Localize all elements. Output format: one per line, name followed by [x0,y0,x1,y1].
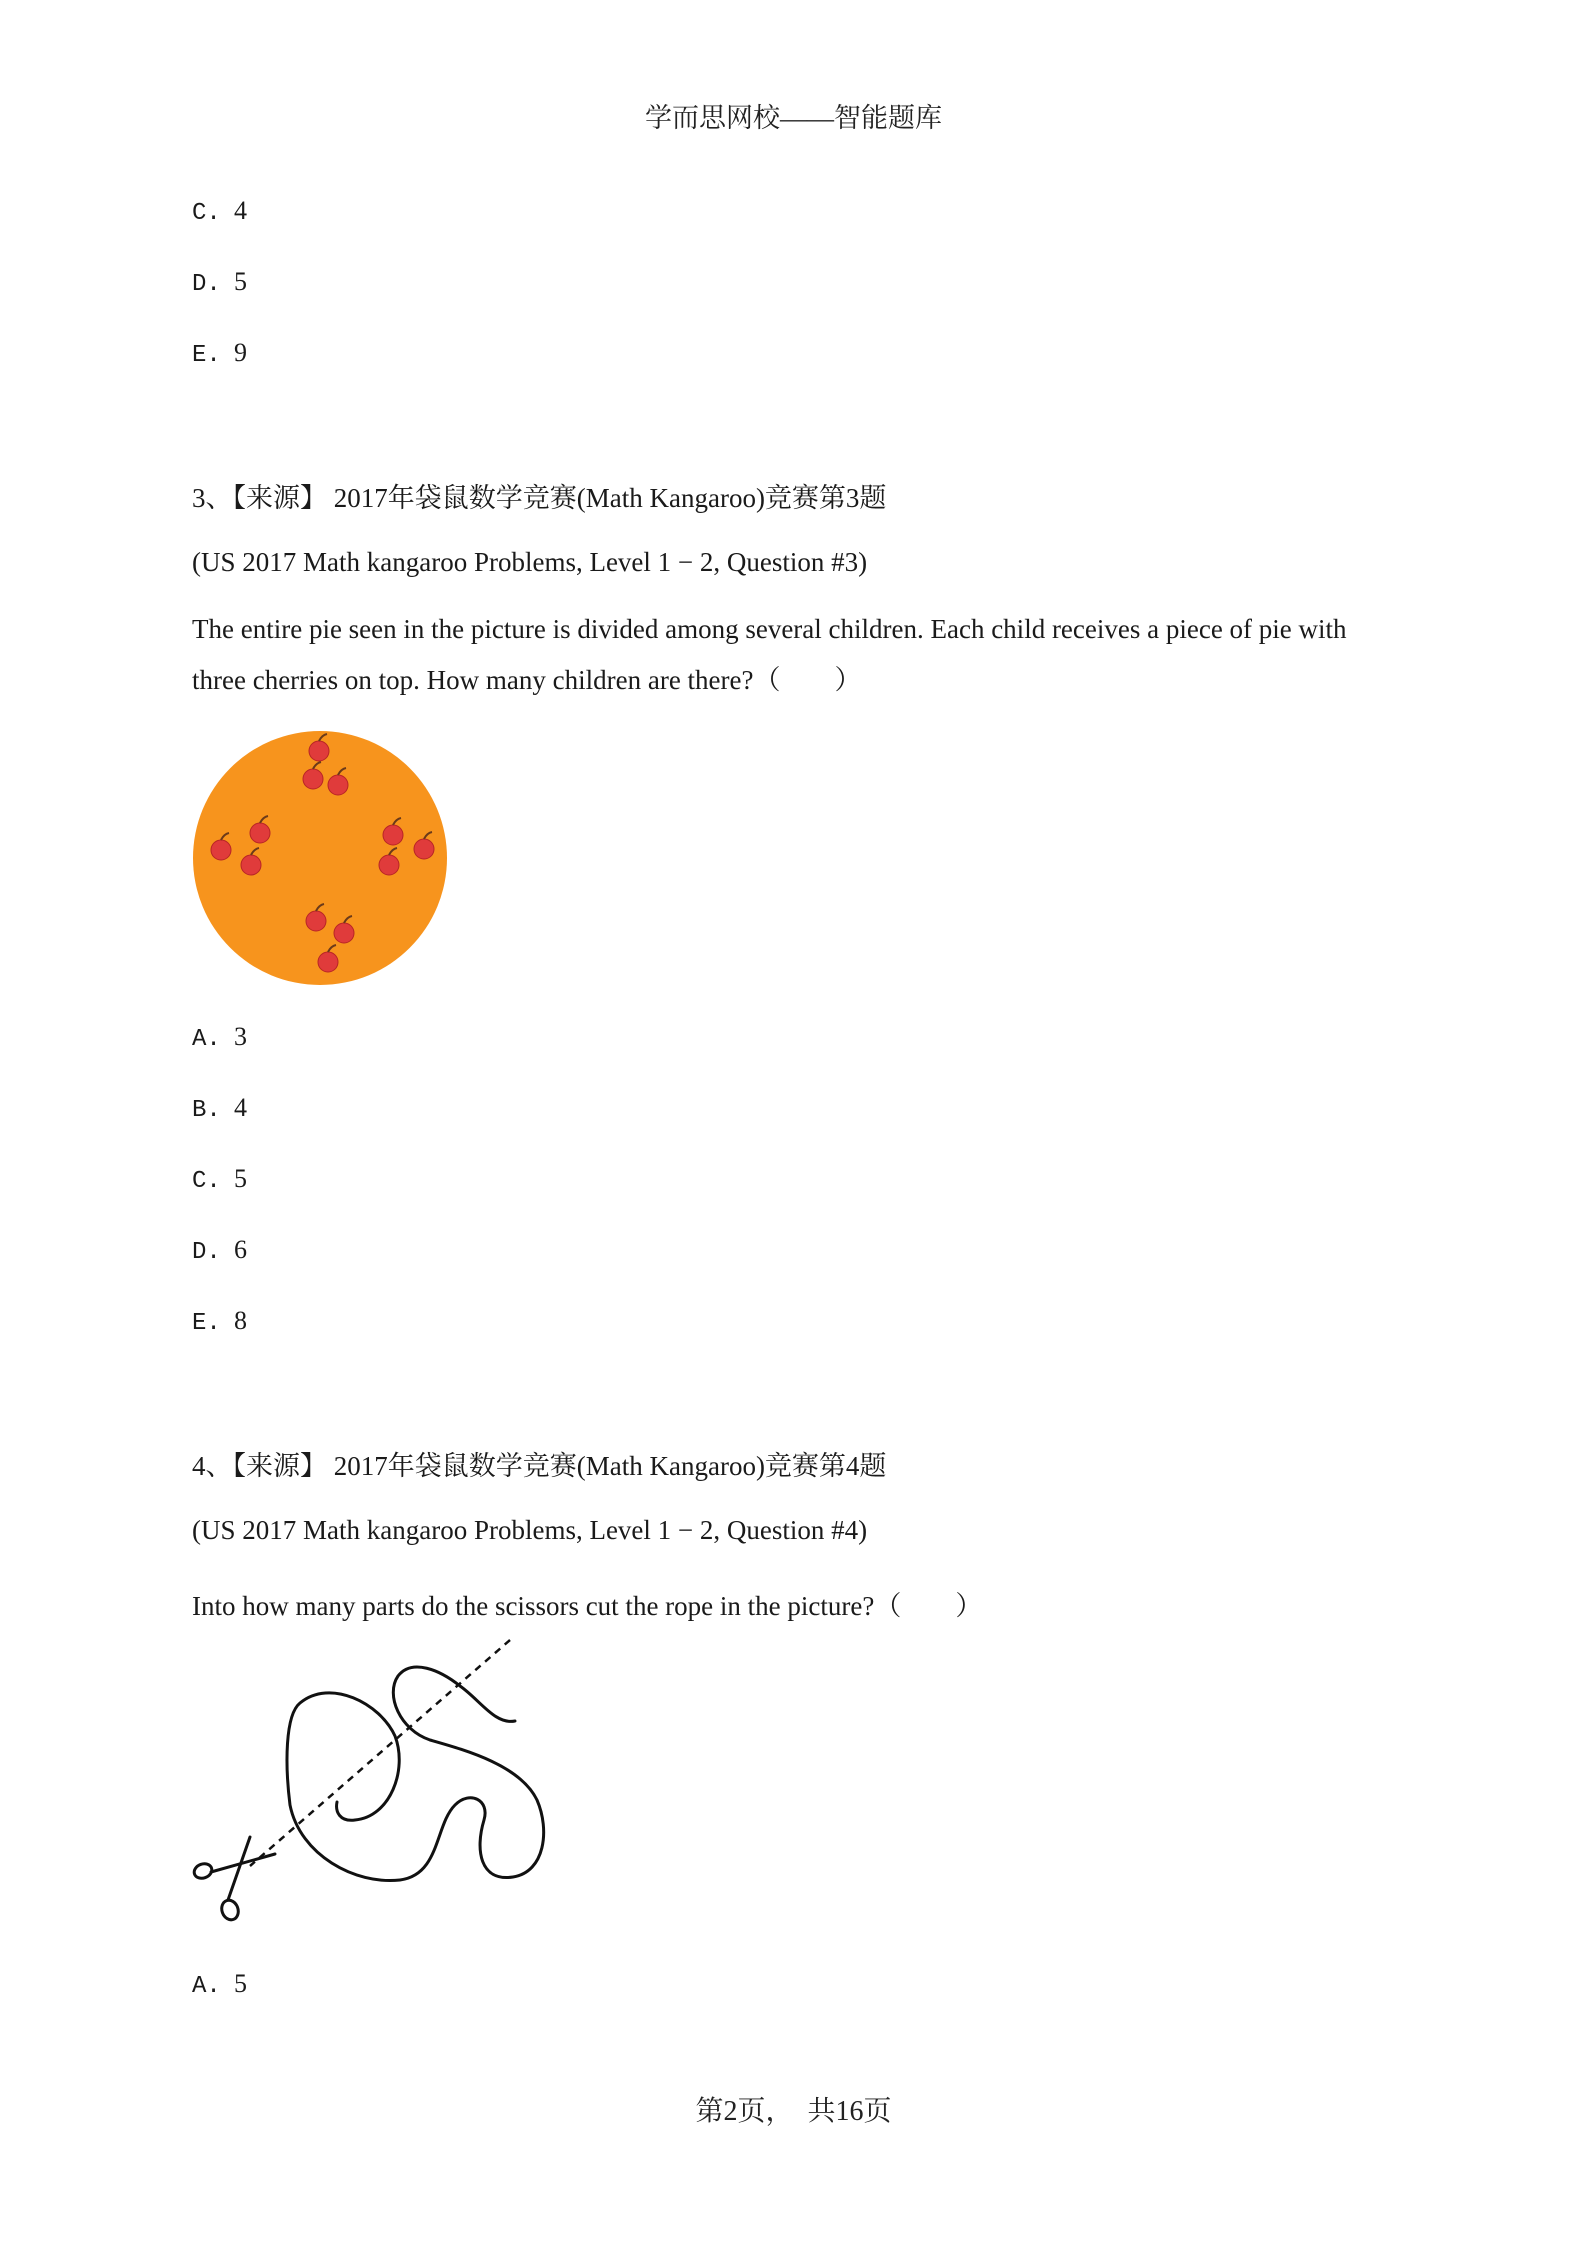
q3-option-a [192,1022,247,1053]
rope-scissors-figure [190,1640,560,1940]
option-value: 5 [234,267,247,296]
option-e [192,338,247,369]
question-3-text [192,604,1422,706]
option-d [192,267,247,298]
option-value: 9 [234,338,247,367]
rope [287,1667,544,1881]
option-letter: A. [192,1026,221,1053]
page-header: 学而思网校——智能题库 [645,103,942,133]
option-value: 4 [234,1093,247,1122]
q3-option-b [192,1093,247,1124]
q3-option-d [192,1235,247,1266]
option-value: 5 [234,1164,247,1193]
option-value: 8 [234,1306,247,1335]
option-letter: E. [192,1310,221,1337]
q4-option-a [192,1969,247,2000]
question-3-title: 3、【来源】 2017年袋鼠数学竞赛(Math Kangaroo)竞赛第3题 [192,483,887,513]
option-letter: B. [192,1097,221,1124]
question-4-subtitle: (US 2017 Math kangaroo Problems, Level 1 − 2, Question #4) [192,1515,868,1545]
option-letter: D. [192,1239,221,1266]
question-3-text-line-2: three cherries on top. How many children are there?（ ） [192,665,862,695]
option-letter: C. [192,200,221,227]
option-letter: A. [192,1973,221,2000]
pie [193,731,447,985]
question-3-subtitle: (US 2017 Math kangaroo Problems, Level 1 − 2, Question #3) [192,547,868,577]
option-value: 4 [234,196,247,225]
option-letter: D. [192,271,221,298]
option-value: 3 [234,1022,247,1051]
pie-figure [192,730,452,990]
question-4-title: 4、【来源】 2017年袋鼠数学竞赛(Math Kangaroo)竞赛第4题 [192,1451,887,1481]
question-4-text: Into how many parts do the scissors cut the rope in the picture?（ ） [192,1591,983,1621]
q3-option-e [192,1306,247,1337]
page-footer: 第2页， 共16页 [695,2096,892,2127]
option-letter: C. [192,1168,221,1195]
option-letter: E. [192,342,221,369]
option-value: 5 [234,1969,247,1998]
option-c [192,196,247,227]
option-value: 6 [234,1235,247,1264]
question-3-text-line-1: The entire pie seen in the picture is divided among several children. Each child receives a piece of pie with [192,614,1347,644]
scissors-icon [192,1837,275,1922]
q3-option-c [192,1164,247,1195]
